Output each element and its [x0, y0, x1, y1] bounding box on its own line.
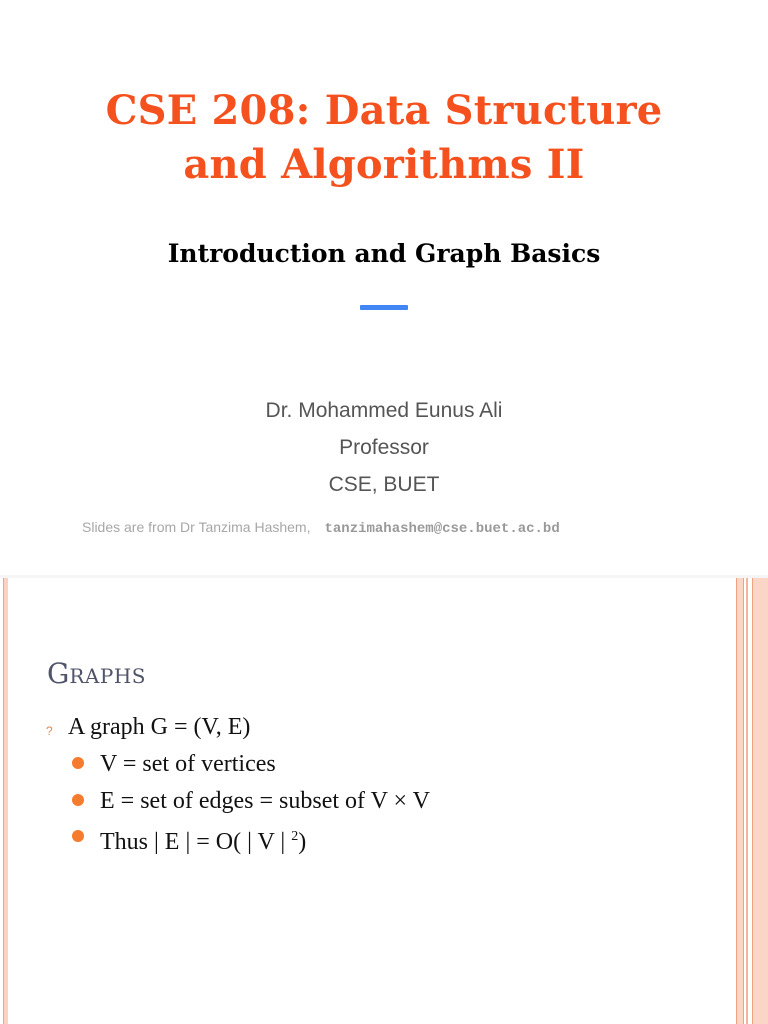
right-decorative-edge — [752, 578, 768, 1024]
graphs-slide — [0, 578, 768, 1024]
sub-bullet-edges: E = set of edges = subset of V × V — [100, 788, 430, 814]
heading-rest: RAPHS — [69, 664, 146, 688]
main-bullet: A graph G = (V, E) — [68, 714, 251, 740]
heading-initial: G — [47, 657, 70, 690]
credit-text: Slides are from Dr Tanzima Hashem, — [82, 519, 311, 535]
bound-text: Thus | E | = O( | V | — [100, 829, 292, 855]
right-decorative-line — [746, 578, 748, 1024]
bound-exponent: 2 — [291, 829, 299, 844]
bullet-dot-icon — [72, 830, 84, 842]
bullet-dot-icon — [72, 757, 84, 769]
bullet-marker-icon: ? — [46, 724, 53, 738]
slide-subtitle: Introduction and Graph Basics — [167, 239, 601, 268]
credit-email: tanzimahashem@cse.buet.ac.bd — [324, 521, 560, 537]
left-decorative-bar — [3, 578, 8, 1024]
sub-bullet-vertices: V = set of vertices — [100, 751, 276, 777]
bullet-dot-icon — [72, 794, 84, 806]
author-role: Professor — [339, 436, 429, 459]
sub-bullet-bound — [100, 822, 306, 857]
author-affiliation: CSE, BUET — [328, 473, 440, 496]
right-decorative-bar — [736, 578, 744, 1024]
slide-title-line1: CSE 208: Data Structure — [105, 87, 663, 134]
author-block — [0, 392, 768, 503]
slide-title-line2: and Algorithms II — [183, 141, 585, 188]
bound-close: ) — [298, 829, 307, 855]
graphs-heading — [47, 656, 146, 694]
author-name: Dr. Mohammed Eunus Ali — [265, 399, 503, 422]
slide-title — [0, 84, 768, 192]
divider-rule — [360, 305, 408, 310]
credit-line — [82, 519, 560, 537]
